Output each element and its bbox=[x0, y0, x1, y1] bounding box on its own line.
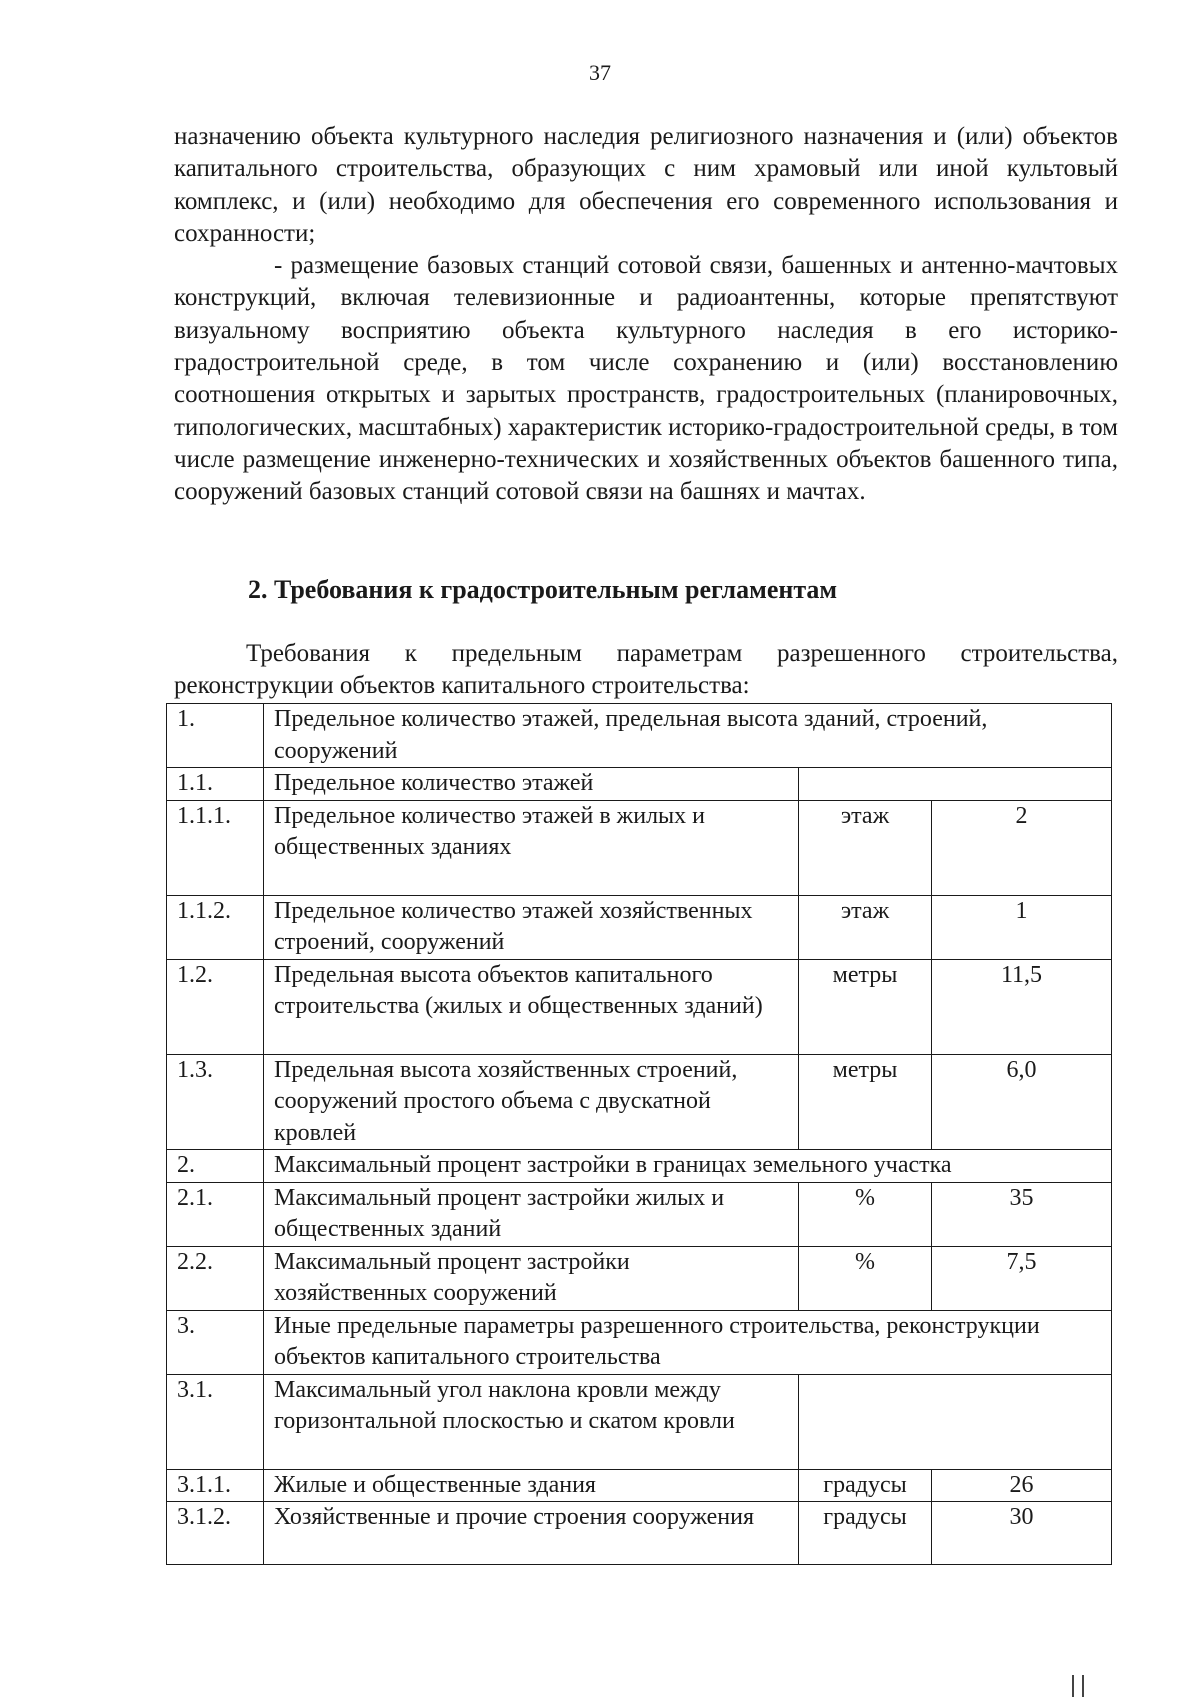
parameters-table-body bbox=[167, 704, 1112, 1565]
section-heading: 2. Требования к градостроительным регламентам bbox=[248, 575, 838, 604]
table-row bbox=[167, 768, 1112, 801]
row-unit: метры bbox=[799, 1054, 932, 1150]
row-value: 7,5 bbox=[932, 1246, 1112, 1310]
table-row bbox=[167, 1150, 1112, 1183]
row-value: 6,0 bbox=[932, 1054, 1112, 1150]
table-row bbox=[167, 800, 1112, 895]
table-row bbox=[167, 959, 1112, 1054]
row-value: 35 bbox=[932, 1182, 1112, 1246]
page-number: 37 bbox=[589, 60, 611, 85]
row-description: Иные предельные параметры разрешенного строительства, реконструкции объектов капитального строительства bbox=[264, 1310, 1112, 1374]
empty-cell bbox=[799, 1374, 1112, 1469]
table-row bbox=[167, 895, 1112, 959]
row-unit: % bbox=[799, 1246, 932, 1310]
row-number: 1.2. bbox=[167, 959, 264, 1054]
row-number: 1.3. bbox=[167, 1054, 264, 1150]
row-description: Предельное количество этажей bbox=[264, 768, 799, 801]
row-value: 26 bbox=[932, 1469, 1112, 1502]
table-row bbox=[167, 1182, 1112, 1246]
paragraph: назначению объекта культурного наследия религиозного назначения и (или) объектов капитального строительства, образующих с ним храмовый или иной культовый комплекс, и (или) необходимо для обеспечения его современного использования и сохранности; bbox=[174, 123, 1118, 247]
row-number: 1.1.1. bbox=[167, 800, 264, 895]
row-number: 3.1. bbox=[167, 1374, 264, 1469]
row-value: 11,5 bbox=[932, 959, 1112, 1054]
row-unit: % bbox=[799, 1182, 932, 1246]
table-row bbox=[167, 1469, 1112, 1502]
scan-mark bbox=[1072, 1675, 1084, 1697]
row-unit: метры bbox=[799, 959, 932, 1054]
row-description: Предельная высота объектов капитального строительства (жилых и общественных зданий) bbox=[264, 959, 799, 1054]
row-number: 2.1. bbox=[167, 1182, 264, 1246]
table-row bbox=[167, 1054, 1112, 1150]
table-row bbox=[167, 1310, 1112, 1374]
row-number: 3.1.1. bbox=[167, 1469, 264, 1502]
row-number: 3. bbox=[167, 1310, 264, 1374]
row-number: 2. bbox=[167, 1150, 264, 1183]
row-unit: этаж bbox=[799, 895, 932, 959]
row-description: Максимальный угол наклона кровли между горизонтальной плоскостью и скатом кровли bbox=[264, 1374, 799, 1469]
row-number: 3.1.2. bbox=[167, 1502, 264, 1565]
row-unit: этаж bbox=[799, 800, 932, 895]
parameters-table bbox=[166, 703, 1112, 1565]
row-description: Хозяйственные и прочие строения сооружения bbox=[264, 1502, 799, 1565]
row-description: Предельное количество этажей, предельная высота зданий, строений, сооружений bbox=[264, 704, 1112, 768]
table-row bbox=[167, 1374, 1112, 1469]
row-unit: градусы bbox=[799, 1502, 932, 1565]
row-number: 1. bbox=[167, 704, 264, 768]
table-row bbox=[167, 704, 1112, 768]
table-row bbox=[167, 1246, 1112, 1310]
row-unit: градусы bbox=[799, 1469, 932, 1502]
row-description: Жилые и общественные здания bbox=[264, 1469, 799, 1502]
row-value: 30 bbox=[932, 1502, 1112, 1565]
table-intro: Требования к предельным параметрам разрешенного строительства, реконструкции объектов капитального строительства: bbox=[174, 640, 1118, 699]
row-description: Предельное количество этажей хозяйственных строений, сооружений bbox=[264, 895, 799, 959]
row-description: Предельная высота хозяйственных строений, сооружений простого объема с двускатной кровлей bbox=[264, 1054, 799, 1150]
paragraph: - размещение базовых станций сотовой связи, башенных и антенно-мачтовых конструкций, включая телевизионные и радиоантенны, которые препятствуют визуальному восприятию объекта культурного наследия в его историко-градостроительной среде, в том числе сохранению и (или) восстановлению соотношения открытых и зарытых пространств, градостроительных (планировочных, типологических, масштабных) характеристик историко-градостроительной среды, в том числе размещение инженерно-технических и хозяйственных объектов башенного типа, сооружений базовых станций сотовой связи на башнях и мачтах. bbox=[174, 252, 1118, 506]
row-number: 1.1.2. bbox=[167, 895, 264, 959]
table-row bbox=[167, 1502, 1112, 1565]
empty-cell bbox=[799, 768, 1112, 801]
body-text bbox=[174, 121, 1118, 509]
row-description: Максимальный процент застройки в границах земельного участка bbox=[264, 1150, 1112, 1183]
row-number: 2.2. bbox=[167, 1246, 264, 1310]
row-description: Максимальный процент застройки хозяйственных сооружений bbox=[264, 1246, 799, 1310]
row-description: Предельное количество этажей в жилых и общественных зданиях bbox=[264, 800, 799, 895]
row-number: 1.1. bbox=[167, 768, 264, 801]
row-description: Максимальный процент застройки жилых и общественных зданий bbox=[264, 1182, 799, 1246]
row-value: 1 bbox=[932, 895, 1112, 959]
row-value: 2 bbox=[932, 800, 1112, 895]
